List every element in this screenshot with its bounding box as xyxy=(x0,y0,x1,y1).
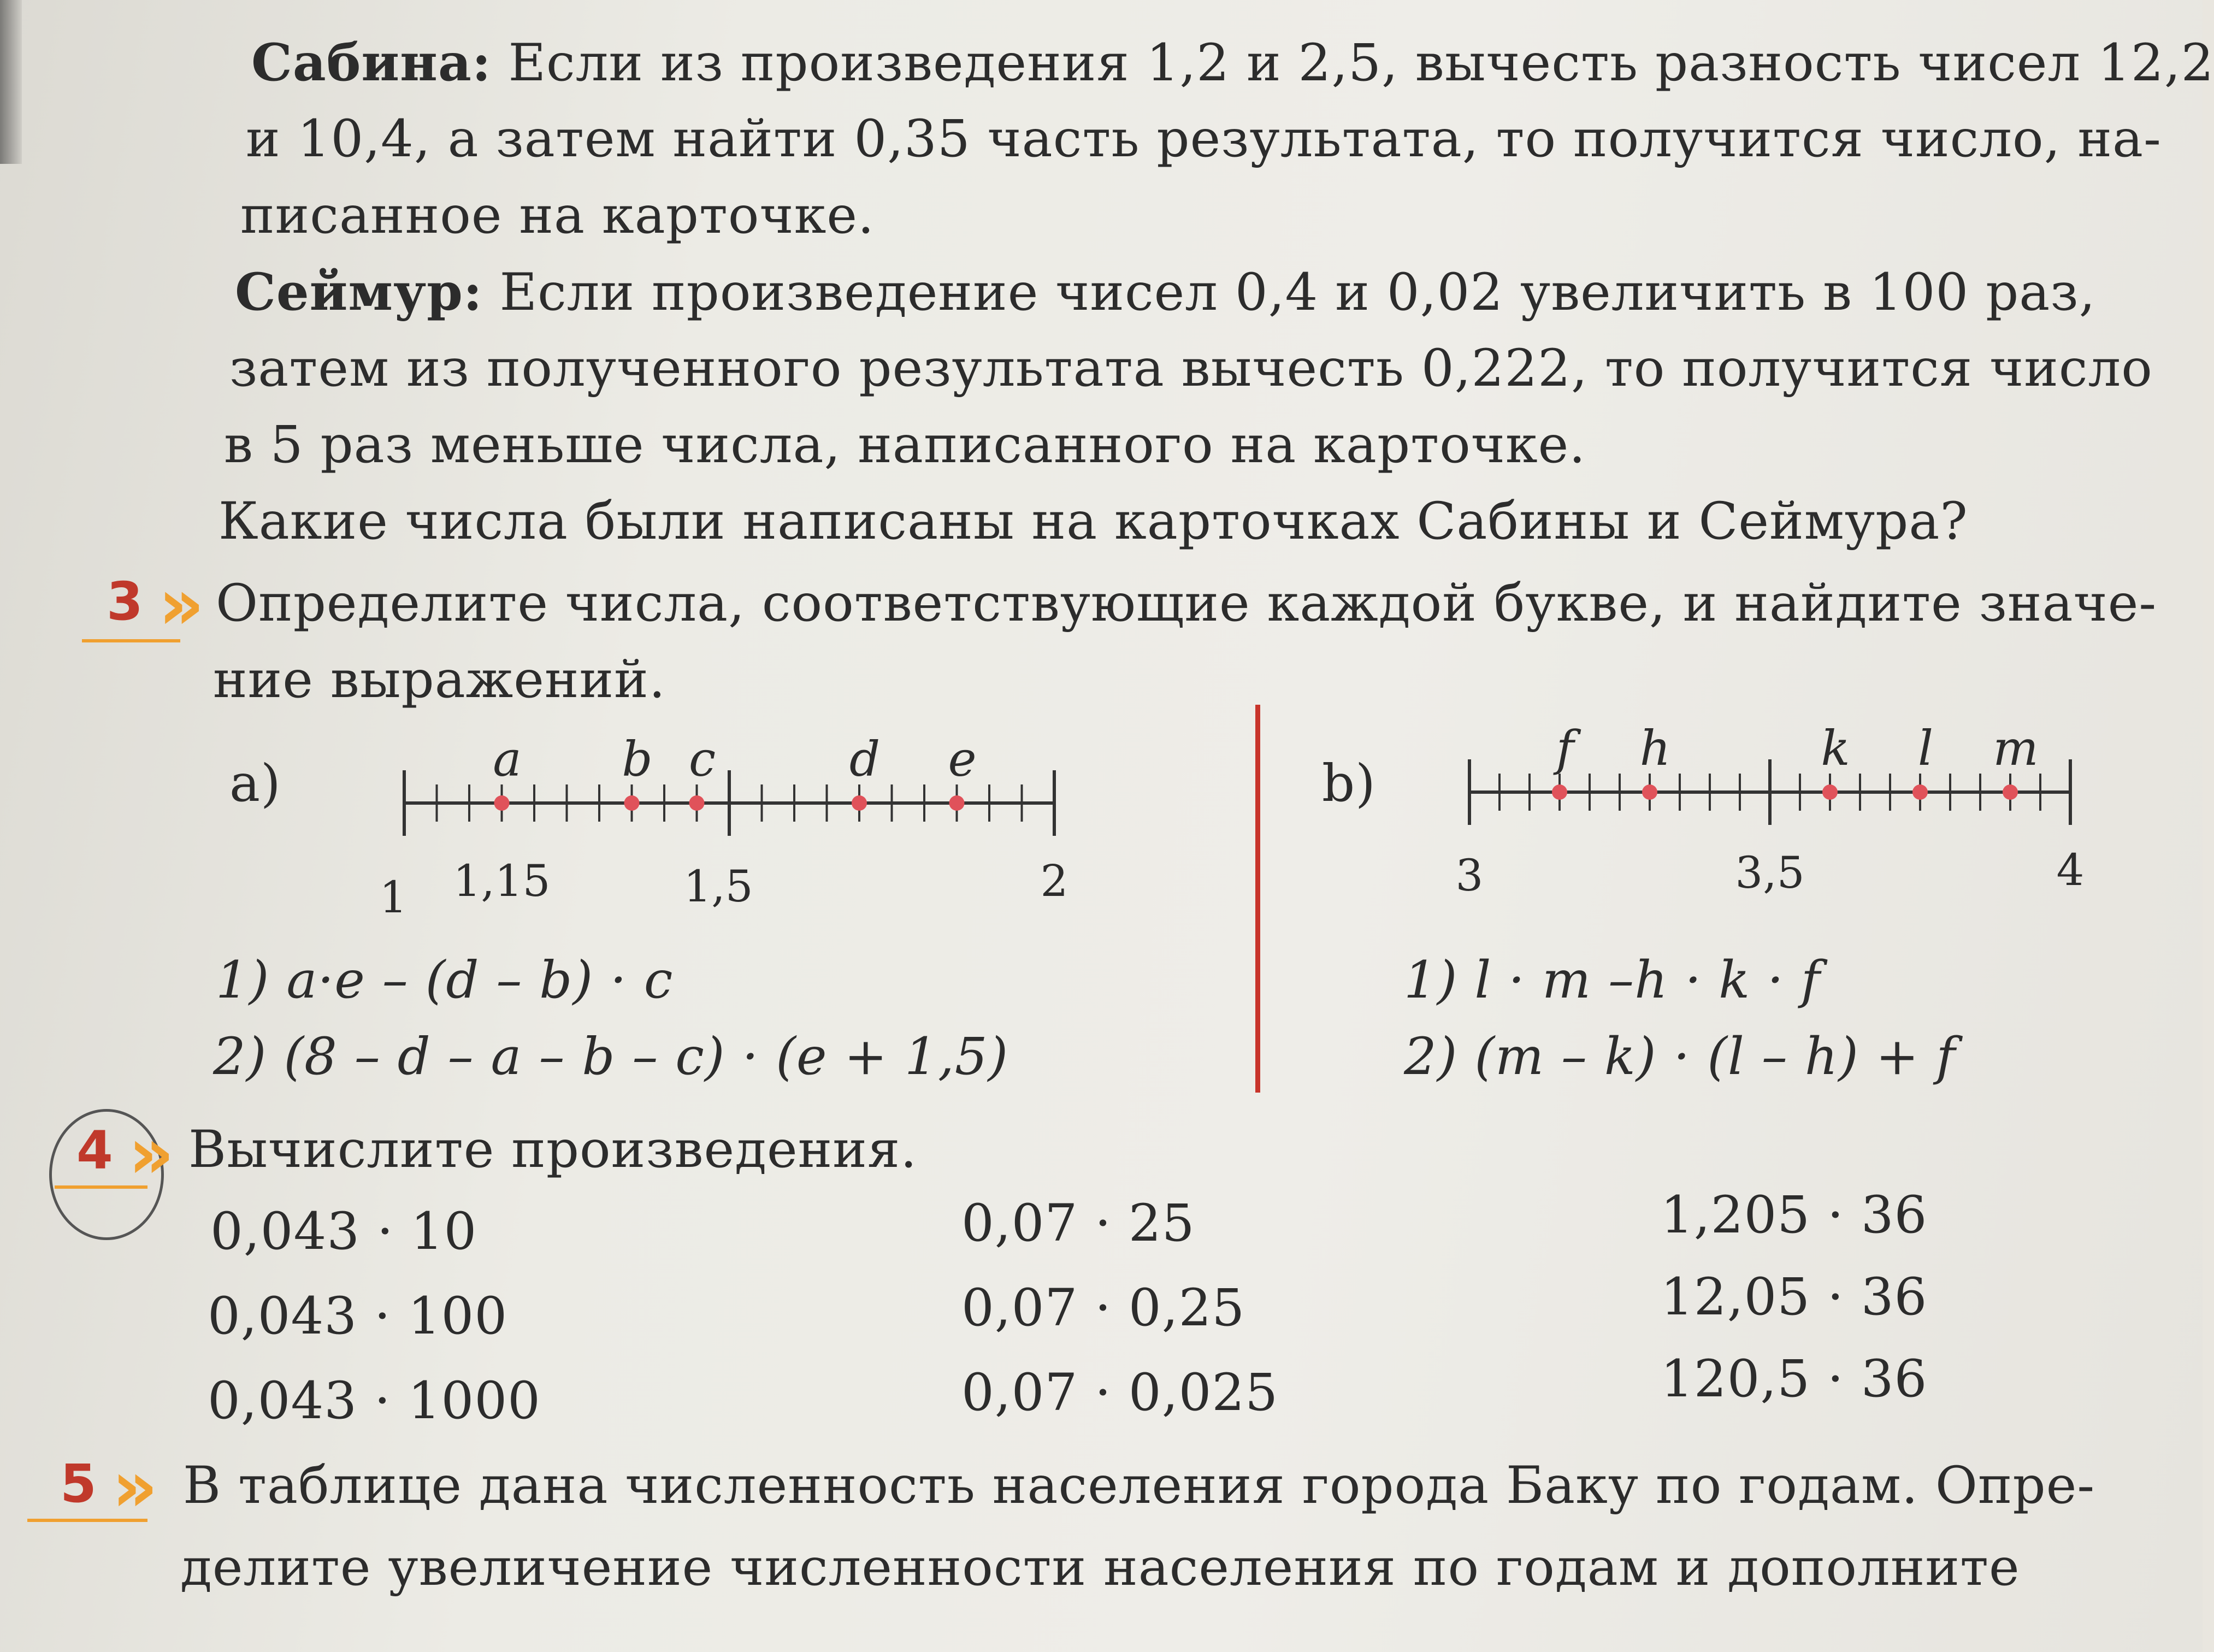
tick-label: 4 xyxy=(2056,845,2085,895)
point-label-m: m xyxy=(1993,720,2039,776)
point-k xyxy=(1822,784,1838,800)
part-divider xyxy=(1255,705,1260,1093)
point-l xyxy=(1912,784,1928,800)
point-label-a: a xyxy=(493,731,522,787)
task4-item: 0,07 · 25 xyxy=(961,1194,1195,1253)
point-m xyxy=(2003,784,2018,800)
tick-label: 3 xyxy=(1455,850,1484,901)
task5-line-2: делите увеличение численности населения по годам и дополните xyxy=(180,1538,2020,1597)
task5-number: 5 xyxy=(60,1453,97,1514)
point-f xyxy=(1552,784,1567,800)
sabina-line-1 xyxy=(251,33,2214,93)
seymur-line-2: затем из полученного результата вычесть 0,222, то получится число xyxy=(229,339,2153,398)
part-a-expr-1: 1) a·e – (d – b) · c xyxy=(216,951,674,1010)
point-a xyxy=(494,795,510,811)
task4-item: 1,205 · 36 xyxy=(1661,1185,1928,1245)
point-label-b: b xyxy=(622,731,653,787)
task4-item: 0,043 · 100 xyxy=(208,1287,508,1346)
sabina-name: Сабина: xyxy=(251,33,492,93)
page-binding-edge xyxy=(0,0,22,164)
seymur-line-1 xyxy=(235,262,2095,322)
point-label-e: e xyxy=(948,731,977,787)
sabina-line-2: и 10,4, а затем найти 0,35 часть результата, то получится число, на- xyxy=(246,109,2162,169)
task3-line-1: Определите числа, соответствующие каждой букве, и найдите значе- xyxy=(216,574,2157,633)
point-c xyxy=(689,795,705,811)
number-line-b xyxy=(1453,720,2109,907)
task4-item: 0,043 · 1000 xyxy=(208,1371,541,1431)
tick-label: 1 xyxy=(379,872,408,923)
point-label-l: l xyxy=(1917,720,1934,776)
point-label-c: c xyxy=(688,731,716,787)
tick-label: 1,5 xyxy=(683,861,753,912)
task3-number: 3 xyxy=(107,571,143,632)
task4-chevron-icon: » xyxy=(128,1112,174,1195)
task5-chevron-icon: » xyxy=(112,1445,158,1528)
point-label-k: k xyxy=(1821,720,1850,776)
part-b-label: b) xyxy=(1322,754,1376,813)
point-b xyxy=(624,795,640,811)
tick-label: 1,15 xyxy=(453,856,551,906)
part-b-expr-1: 1) l · m –h · k · f xyxy=(1404,951,1821,1010)
point-e xyxy=(949,795,965,811)
tick-label: 2 xyxy=(1040,856,1068,906)
task4-item: 12,05 · 36 xyxy=(1661,1267,1928,1327)
task4-number: 4 xyxy=(76,1120,113,1181)
seymur-line-3: в 5 раз меньше числа, написанного на карточке. xyxy=(224,415,1586,475)
tick-label: 3,5 xyxy=(1735,847,1805,898)
part-a-expr-2: 2) (8 – d – a – b – c) · (e + 1,5) xyxy=(213,1027,1009,1087)
task3-line-2: ние выражений. xyxy=(213,650,666,710)
seymur-name: Сеймур: xyxy=(235,262,483,322)
task3-chevron-icon: » xyxy=(158,563,204,646)
point-d xyxy=(852,795,867,811)
task4-item: 120,5 · 36 xyxy=(1661,1349,1928,1409)
point-label-h: h xyxy=(1639,720,1671,776)
sabina-text-1: Если из произведения 1,2 и 2,5, вычесть разность чисел 12,2 xyxy=(508,33,2214,93)
task4-item: 0,043 · 10 xyxy=(210,1202,477,1261)
seymur-text-1: Если произведение чисел 0,4 и 0,02 увеличить в 100 раз, xyxy=(499,263,2096,322)
task4-item: 0,07 · 0,025 xyxy=(961,1363,1279,1423)
number-line-a xyxy=(379,727,1114,923)
point-label-f: f xyxy=(1556,720,1574,776)
task4-title: Вычислите произведения. xyxy=(188,1120,918,1179)
sabina-line-3: писанное на карточке. xyxy=(240,186,875,245)
point-h xyxy=(1642,784,1657,800)
task4-item: 0,07 · 0,25 xyxy=(961,1278,1245,1338)
point-label-d: d xyxy=(849,731,881,787)
part-a-label: a) xyxy=(229,754,281,813)
part-b-expr-2: 2) (m – k) · (l – h) + f xyxy=(1404,1027,1956,1087)
question-text: Какие числа были написаны на карточках Сабины и Сеймура? xyxy=(219,492,1968,551)
task5-line-1: В таблице дана численность населения города Баку по годам. Опре- xyxy=(183,1456,2095,1515)
